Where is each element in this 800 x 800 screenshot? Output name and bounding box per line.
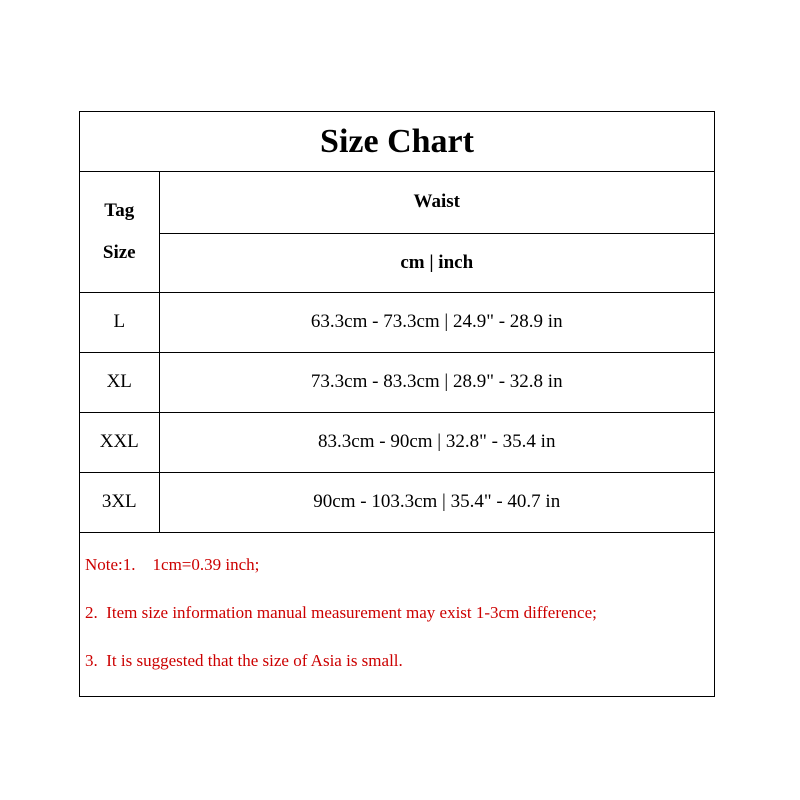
size-table	[80, 172, 714, 533]
notes-section	[80, 532, 714, 697]
tag-size-cell: 3XL	[80, 472, 159, 532]
tag-size-cell: XL	[80, 352, 159, 412]
table-row	[80, 472, 714, 532]
table-row	[80, 352, 714, 412]
units-header: cm | inch	[159, 233, 714, 292]
tag-size-cell: L	[80, 292, 159, 352]
tag-size-cell: XXL	[80, 412, 159, 472]
header-row-units	[80, 233, 714, 292]
waist-header: Waist	[159, 172, 714, 233]
chart-title: Size Chart	[80, 112, 714, 172]
waist-cell: 63.3cm - 73.3cm | 24.9" - 28.9 in	[159, 292, 714, 352]
waist-cell: 90cm - 103.3cm | 35.4" - 40.7 in	[159, 472, 714, 532]
header-row-measure	[80, 172, 714, 233]
note-line-1: Note:1. 1cm=0.39 inch;	[85, 555, 260, 574]
note-line-2: 2. Item size information manual measurement may exist 1-3cm difference;	[85, 603, 597, 622]
size-chart	[79, 111, 715, 697]
table-row	[80, 292, 714, 352]
waist-cell: 83.3cm - 90cm | 32.8" - 35.4 in	[159, 412, 714, 472]
tag-size-header	[80, 172, 159, 292]
tag-size-header-line1: Tag	[104, 199, 135, 221]
table-row	[80, 412, 714, 472]
tag-size-header-line2: Size	[102, 241, 136, 263]
waist-cell: 73.3cm - 83.3cm | 28.9" - 32.8 in	[159, 352, 714, 412]
note-line-3: 3. It is suggested that the size of Asia is small.	[85, 651, 403, 670]
